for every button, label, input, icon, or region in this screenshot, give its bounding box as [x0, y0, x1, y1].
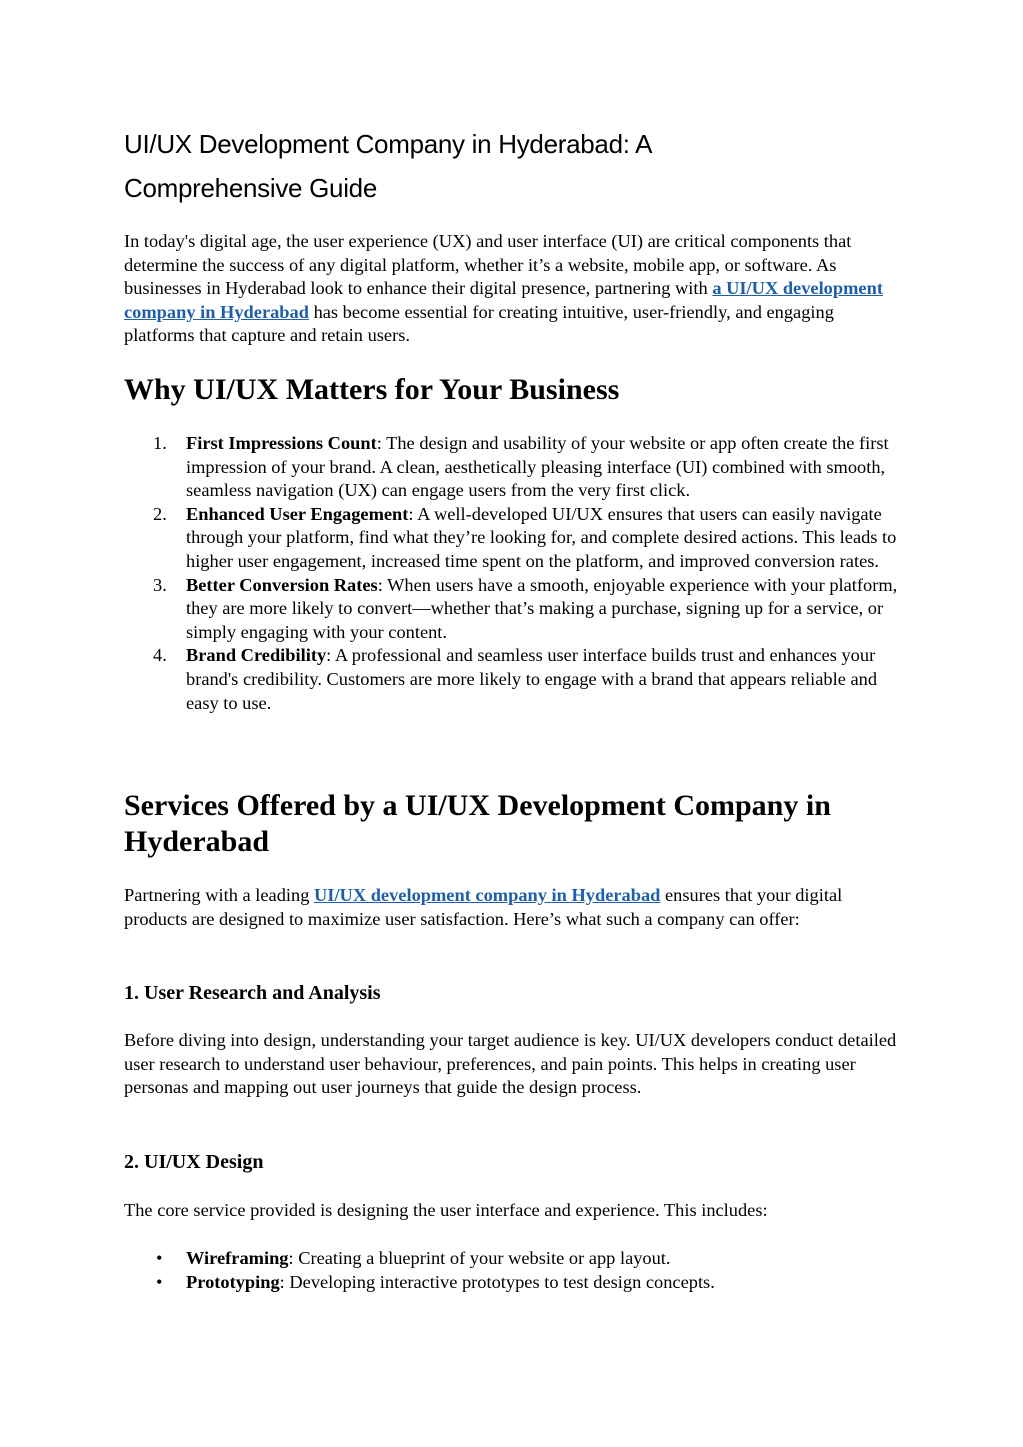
- list-item-term: First Impressions Count: [186, 433, 377, 453]
- bullet-icon: •: [156, 1271, 163, 1292]
- list-item: [124, 644, 900, 715]
- user-research-paragraph: Before diving into design, understanding your target audience is key. UI/UX developers conduct detailed user research to understand user behaviour, preferences, and pain points. This helps in creating user personas and mapping out user journeys that guide the design process.: [124, 1030, 897, 1098]
- list-item-term: Brand Credibility: [186, 645, 327, 666]
- list-item-text: : The design and usability of your website or app often create the first impression of your brand. A clean, aesthetically pleasing interface (UI) combined with smooth, seamless navigation (UX) can engage users from the very first click.: [186, 433, 889, 501]
- uiux-design-bullet-list: [124, 1247, 900, 1294]
- subheading-user-research: 1. User Research and Analysis: [124, 982, 381, 1004]
- why-uiux-list: [124, 432, 900, 715]
- list-item-number: 4.: [153, 645, 167, 666]
- bullet-icon: •: [156, 1248, 163, 1268]
- list-item-term: Enhanced User Engagement: [186, 503, 409, 524]
- page-title-line-1: UI/UX Development Company in Hyderabad: A: [124, 129, 653, 159]
- services-intro-text-before: Partnering with a leading: [124, 885, 314, 905]
- list-item-number: 1.: [153, 433, 167, 453]
- list-item: [124, 432, 900, 503]
- page-title: [124, 122, 900, 210]
- list-item-text: : Creating a blueprint of your website or app layout.: [288, 1248, 671, 1268]
- intro-company-link[interactable]: a UI/UX development company in Hyderabad: [124, 278, 883, 322]
- section-heading-services-line-2: Hyderabad: [124, 825, 270, 858]
- list-item-text: : When users have a smooth, enjoyable experience with your platform, they are more likely to convert—whether that’s making a purchase, signing up for a service, or simply engaging with your content.: [186, 574, 898, 642]
- uiux-design-paragraph: The core service provided is designing the user interface and experience. This includes:: [124, 1200, 768, 1220]
- section-heading-services: [124, 788, 900, 860]
- list-item: [124, 574, 900, 645]
- services-company-link[interactable]: UI/UX development company in Hyderabad: [314, 885, 661, 905]
- intro-paragraph: [124, 230, 900, 348]
- page-title-line-2: Comprehensive Guide: [124, 173, 377, 203]
- list-item-term: Wireframing: [186, 1248, 289, 1268]
- intro-text-after: has become essential for creating intuitive, user-friendly, and engaging platforms that capture and retain users.: [124, 301, 834, 346]
- list-item-term: Prototyping: [186, 1271, 280, 1292]
- list-item-text: : Developing interactive prototypes to test design concepts.: [279, 1271, 715, 1292]
- section-heading-services-line-1: Services Offered by a UI/UX Development Company in: [124, 789, 831, 822]
- services-intro-text-after: ensures that your digital products are designed to maximize user satisfaction. Here’s what such a company can offer:: [124, 885, 843, 929]
- subheading-uiux-design: 2. UI/UX Design: [124, 1151, 264, 1173]
- services-intro-paragraph: [124, 884, 900, 931]
- list-item-text: : A well-developed UI/UX ensures that users can easily navigate through your platform, find what they’re looking for, and complete desired actions. This leads to higher user engagement, increased time spent on the platform, and improved conversion rates.: [186, 503, 897, 571]
- list-item-text: : A professional and seamless user interface builds trust and enhances your brand's credibility. Customers are more likely to engage with a brand that appears reliable and easy to use.: [186, 645, 878, 713]
- list-item: [124, 503, 900, 574]
- list-item-term: Better Conversion Rates: [186, 574, 378, 595]
- list-item: [124, 1247, 900, 1271]
- list-item: [124, 1271, 900, 1295]
- section-heading-why-uiux: Why UI/UX Matters for Your Business: [124, 373, 620, 406]
- intro-text-before: In today's digital age, the user experience (UX) and user interface (UI) are critical components that determine the success of any digital platform, whether it’s a website, mobile app, or software. As businesses in Hyderabad look to enhance their digital presence, partnering with: [124, 231, 852, 299]
- list-item-number: 3.: [153, 574, 167, 595]
- list-item-number: 2.: [153, 503, 167, 524]
